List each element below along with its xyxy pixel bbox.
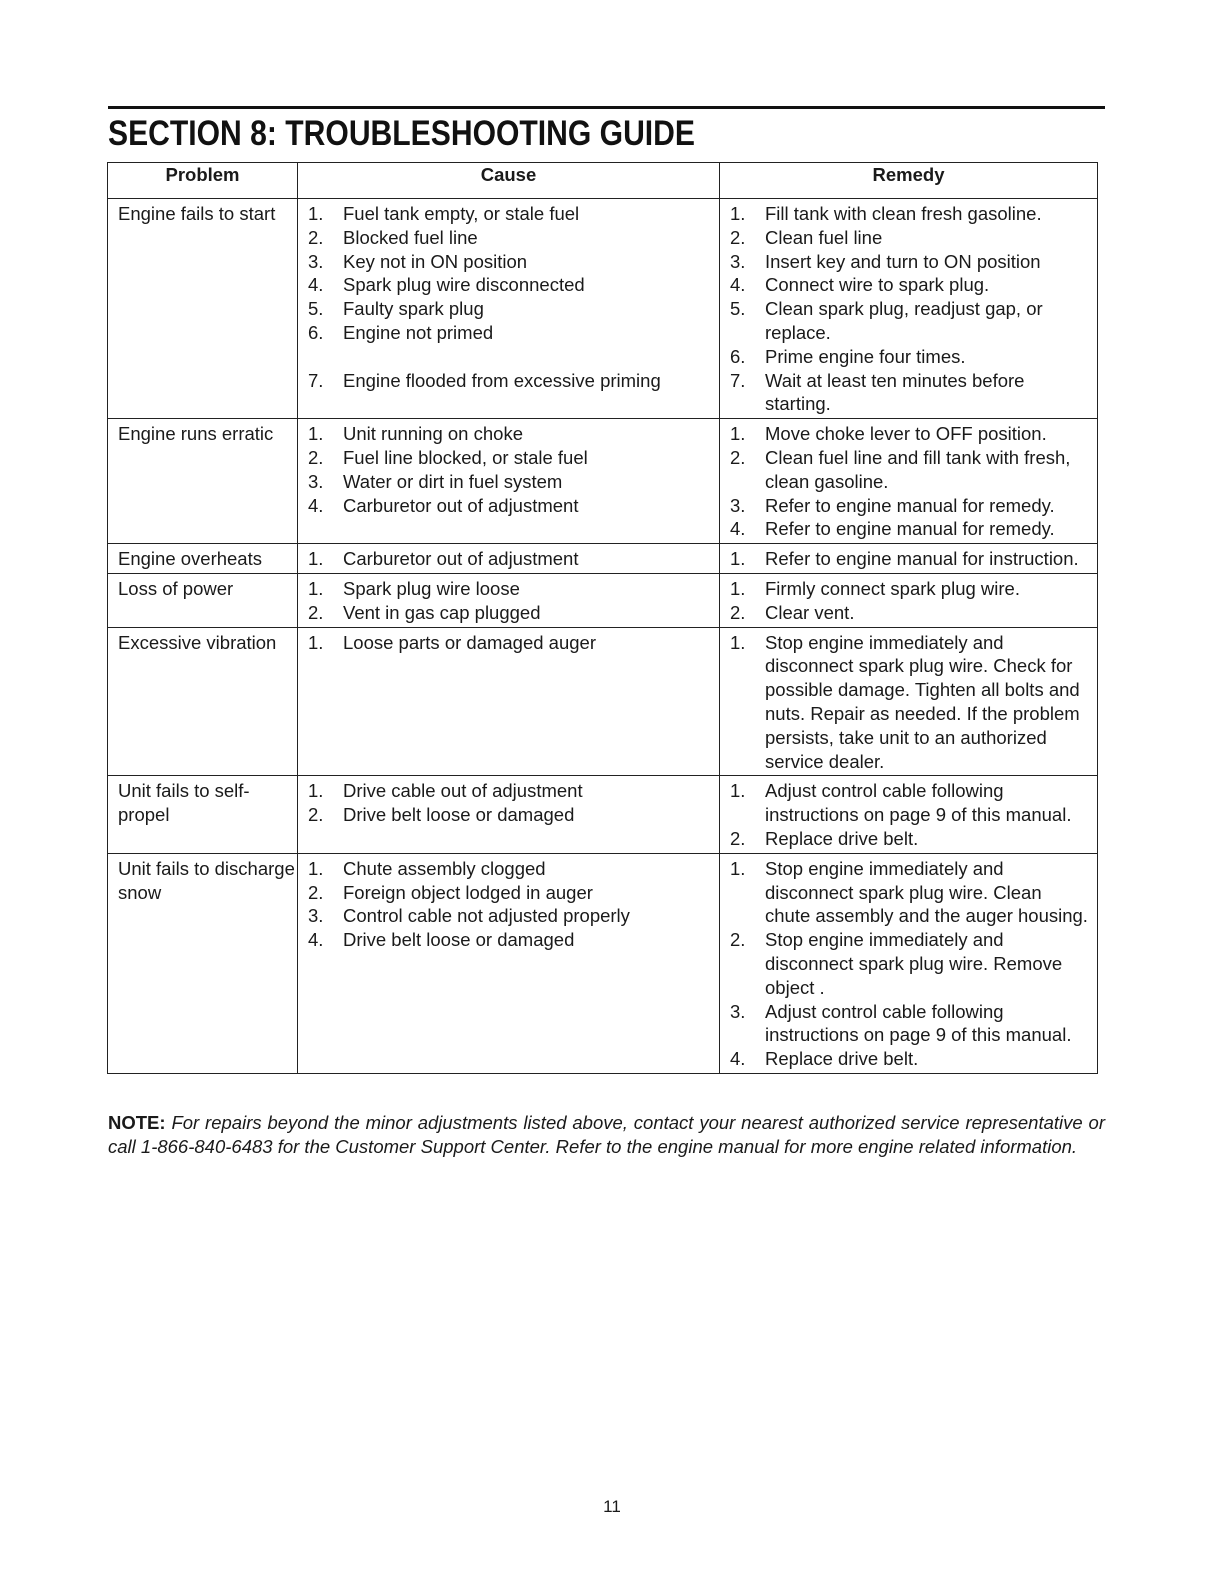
cause-text: Drive belt loose or damaged — [343, 804, 575, 826]
table-row — [108, 573, 1098, 627]
cause-cell — [298, 419, 720, 544]
header-cause: Cause — [298, 163, 720, 199]
cause-number: 1. — [308, 577, 324, 599]
cause-text: Foreign object lodged in auger — [343, 881, 593, 903]
cause-number — [308, 345, 343, 369]
cause-number: 6. — [308, 321, 324, 343]
cause-number: 2. — [308, 446, 324, 468]
problem-cell: Excessive vibration — [108, 627, 298, 776]
table-row — [108, 199, 1098, 419]
cause-text: Fuel tank empty, or stale fuel — [343, 203, 580, 224]
remedy-item — [730, 928, 1097, 999]
cause-text: Blocked fuel line — [343, 226, 478, 248]
cause-item — [308, 226, 719, 250]
remedy-text: Refer to engine manual for remedy. — [765, 494, 1055, 516]
cause-text: Key not in ON position — [343, 250, 528, 272]
cause-item — [308, 273, 719, 297]
cause-item — [308, 446, 719, 470]
remedy-item — [730, 1000, 1097, 1048]
remedy-item — [730, 857, 1097, 928]
page-number: 11 — [603, 1497, 621, 1516]
remedy-cell — [720, 573, 1098, 627]
remedy-number: 1. — [730, 203, 746, 224]
remedy-text: Adjust control cable following instructions on page 9 of this manual. — [765, 780, 1072, 826]
cause-number: 7. — [308, 369, 324, 391]
cause-number: 1. — [308, 423, 324, 445]
cause-text: Fuel line blocked, or stale fuel — [343, 446, 588, 468]
remedy-text: Fill tank with clean fresh gasoline. — [765, 203, 1042, 224]
cause-cell — [298, 199, 720, 419]
remedy-text: Insert key and turn to ON position — [765, 250, 1041, 272]
cause-number: 2. — [308, 226, 324, 248]
cause-number: 2. — [308, 804, 324, 826]
cause-text: Unit running on choke — [343, 423, 523, 445]
remedy-item — [730, 297, 1097, 321]
remedy-text: Connect wire to spark plug. — [765, 274, 990, 296]
cause-text: Vent in gas cap plugged — [343, 601, 541, 623]
cause-text: Engine flooded from excessive priming — [343, 369, 661, 391]
cause-text — [343, 345, 719, 369]
remedy-number: 5. — [730, 298, 746, 320]
cause-text: Spark plug wire loose — [343, 577, 520, 599]
cause-item — [308, 577, 719, 601]
cause-number: 2. — [308, 601, 324, 623]
cause-number: 5. — [308, 298, 324, 320]
remedy-number: 1. — [730, 548, 746, 570]
cause-text: Drive belt loose or damaged — [343, 929, 575, 951]
cause-number: 4. — [308, 274, 324, 296]
cause-item — [308, 601, 719, 625]
remedy-item — [730, 517, 1097, 541]
remedy-number: 3. — [730, 1000, 746, 1022]
remedy-cell — [720, 776, 1098, 853]
table-row — [108, 419, 1098, 544]
remedy-cell — [720, 853, 1098, 1073]
cause-number: 1. — [308, 631, 324, 653]
remedy-text: Wait at least ten minutes before starting. — [765, 369, 1025, 415]
cause-cell — [298, 544, 720, 574]
remedy-number: 1. — [730, 780, 746, 802]
note-text: For repairs beyond the minor adjustments listed above, contact your nearest authorized service representative or call 1-866-840-6483 for the Customer Support Center. Refer to the engine manual for more engine related information. — [108, 1112, 1106, 1157]
table-header-row — [108, 163, 1098, 199]
remedy-number: 1. — [730, 577, 746, 599]
cause-text: Carburetor out of adjustment — [343, 494, 579, 516]
remedy-item — [730, 827, 1097, 851]
note-label: NOTE: — [108, 1112, 166, 1133]
cause-text: Water or dirt in fuel system — [343, 470, 563, 492]
remedy-item — [730, 577, 1097, 601]
cause-item — [308, 321, 719, 345]
remedy-item — [730, 547, 1097, 571]
cause-cell — [298, 573, 720, 627]
problem-cell: Engine overheats — [108, 544, 298, 574]
table-row — [108, 776, 1098, 853]
remedy-text: Adjust control cable following instructions on page 9 of this manual. — [765, 1000, 1072, 1046]
cause-number: 3. — [308, 905, 324, 927]
remedy-number: 2. — [730, 446, 746, 468]
cause-item — [308, 494, 719, 518]
remedy-text: Move choke lever to OFF position. — [765, 423, 1047, 445]
problem-cell: Engine fails to start — [108, 199, 298, 419]
remedy-text: Clean fuel line — [765, 226, 883, 248]
remedy-number: 7. — [730, 369, 746, 391]
cause-item — [308, 547, 719, 571]
cause-number: 1. — [308, 857, 324, 879]
cause-number: 1. — [308, 780, 324, 802]
remedy-number: 4. — [730, 274, 746, 296]
cause-item — [308, 345, 719, 369]
remedy-text: Clean spark plug, readjust gap, or — [765, 298, 1043, 320]
remedy-item — [730, 250, 1097, 274]
remedy-number: 4. — [730, 1048, 746, 1070]
remedy-text: Firmly connect spark plug wire. — [765, 577, 1020, 599]
note — [108, 1111, 1105, 1159]
cause-number: 3. — [308, 470, 324, 492]
cause-item — [308, 250, 719, 274]
cause-item — [308, 928, 719, 952]
remedy-text: Replace drive belt. — [765, 1048, 919, 1070]
remedy-item — [730, 345, 1097, 369]
remedy-item — [730, 226, 1097, 250]
cause-text: Chute assembly clogged — [343, 857, 546, 879]
problem-cell: Engine runs erratic — [108, 419, 298, 544]
remedy-number: 1. — [730, 857, 746, 879]
remedy-cell — [720, 199, 1098, 419]
remedy-cell — [720, 627, 1098, 776]
cause-item — [308, 631, 719, 655]
remedy-item — [730, 369, 1097, 417]
remedy-text: Refer to engine manual for instruction. — [765, 548, 1079, 570]
cause-item — [308, 369, 719, 393]
remedy-item — [730, 601, 1097, 625]
cause-text: Spark plug wire disconnected — [343, 274, 585, 296]
cause-number: 1. — [308, 548, 324, 570]
remedy-item — [730, 321, 1097, 345]
remedy-number: 2. — [730, 226, 746, 248]
remedy-text: Refer to engine manual for remedy. — [765, 518, 1055, 540]
cause-text: Carburetor out of adjustment — [343, 548, 579, 570]
remedy-cell — [720, 544, 1098, 574]
cause-text: Loose parts or damaged auger — [343, 631, 597, 653]
cause-item — [308, 857, 719, 881]
remedy-item — [730, 422, 1097, 446]
remedy-item — [730, 446, 1097, 494]
remedy-cell — [720, 419, 1098, 544]
remedy-number: 4. — [730, 518, 746, 540]
table-row — [108, 627, 1098, 776]
remedy-number: 1. — [730, 423, 746, 445]
remedy-text: Replace drive belt. — [765, 827, 919, 849]
cause-text: Drive cable out of adjustment — [343, 780, 583, 802]
cause-item — [308, 470, 719, 494]
problem-cell: Unit fails to discharge snow — [108, 853, 298, 1073]
remedy-number: 3. — [730, 250, 746, 272]
cause-text: Engine not primed — [343, 321, 494, 343]
remedy-number: 1. — [730, 631, 746, 653]
cause-number: 1. — [308, 203, 324, 224]
cause-item — [308, 422, 719, 446]
cause-cell — [298, 776, 720, 853]
remedy-number: 2. — [730, 929, 746, 951]
section-title: SECTION 8: TROUBLESHOOTING GUIDE — [108, 114, 695, 153]
cause-number: 4. — [308, 929, 324, 951]
problem-cell: Unit fails to self-propel — [108, 776, 298, 853]
cause-number: 2. — [308, 881, 324, 903]
header-problem: Problem — [108, 163, 298, 199]
remedy-text: Stop engine immediately and disconnect spark plug wire. Clean chute assembly and the auger housing. — [765, 857, 1088, 927]
cause-number: 3. — [308, 250, 324, 272]
cause-number: 4. — [308, 494, 324, 516]
cause-cell — [298, 627, 720, 776]
remedy-number — [730, 321, 765, 345]
problem-cell: Loss of power — [108, 573, 298, 627]
remedy-item — [730, 631, 1097, 774]
remedy-item — [730, 494, 1097, 518]
troubleshooting-table — [107, 162, 1098, 1074]
remedy-text: Clean fuel line and fill tank with fresh, clean gasoline. — [765, 446, 1071, 492]
remedy-number: 2. — [730, 601, 746, 623]
cause-item — [308, 881, 719, 905]
cause-item — [308, 803, 719, 827]
cause-item — [308, 904, 719, 928]
header-remedy: Remedy — [720, 163, 1098, 199]
remedy-text: Stop engine immediately and disconnect spark plug wire. Check for possible damage. Tighten all bolts and nuts. Repair as needed. If the problem persists, take unit to an authorized service dealer. — [765, 631, 1080, 772]
remedy-text: replace. — [765, 321, 831, 343]
cause-item — [308, 297, 719, 321]
remedy-item — [730, 273, 1097, 297]
table-row — [108, 853, 1098, 1073]
remedy-text: Clear vent. — [765, 601, 855, 623]
remedy-number: 3. — [730, 494, 746, 516]
remedy-item — [730, 779, 1097, 827]
remedy-text: Stop engine immediately and disconnect spark plug wire. Remove object . — [765, 929, 1063, 998]
cause-cell — [298, 853, 720, 1073]
cause-item — [308, 202, 719, 226]
cause-text: Control cable not adjusted properly — [343, 905, 630, 927]
table-row — [108, 544, 1098, 574]
section-rule — [108, 106, 1105, 109]
remedy-number: 6. — [730, 345, 746, 367]
remedy-item — [730, 202, 1097, 226]
cause-text: Faulty spark plug — [343, 298, 484, 320]
remedy-text: Prime engine four times. — [765, 345, 966, 367]
cause-item — [308, 779, 719, 803]
remedy-item — [730, 1047, 1097, 1071]
remedy-number: 2. — [730, 827, 746, 849]
